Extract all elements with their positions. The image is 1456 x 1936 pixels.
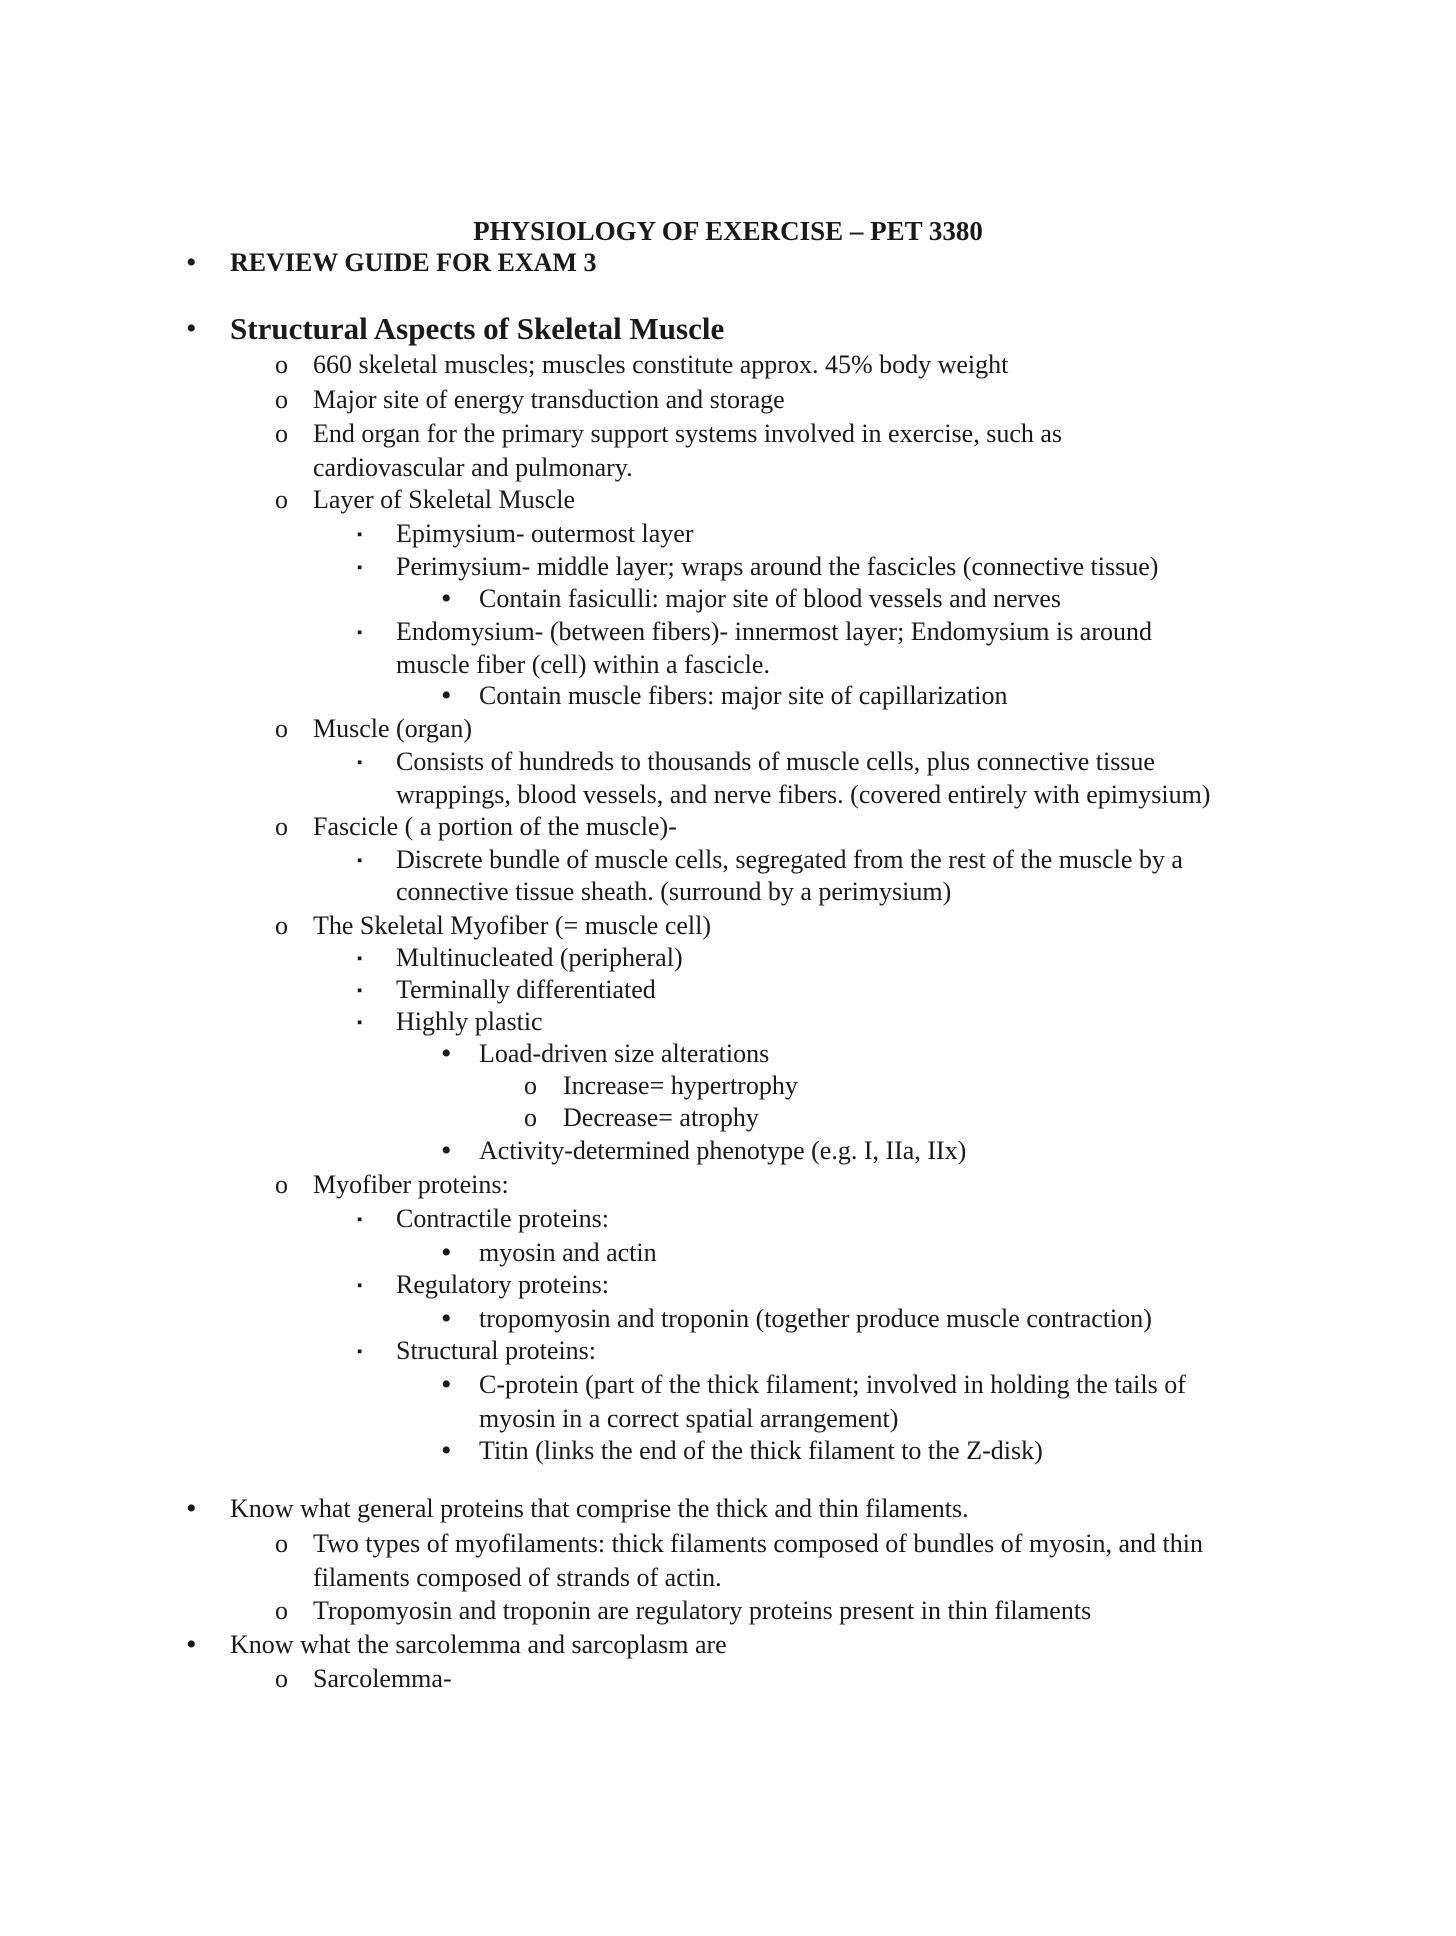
outline-item-text: Epimysium- outermost layer xyxy=(396,519,694,548)
outline-item-text: Major site of energy transduction and storage xyxy=(313,385,785,414)
outline-item-text: tropomyosin and troponin (together produce muscle contraction) xyxy=(479,1304,1152,1333)
outline-item-text: C-protein (part of the thick filament; involved in holding the tails of xyxy=(479,1370,1186,1399)
outline-item-text: Two types of myofilaments: thick filaments composed of bundles of myosin, and thin xyxy=(313,1529,1203,1558)
outline-item-text: Contractile proteins: xyxy=(396,1204,610,1233)
outline-item-text: Myofiber proteins: xyxy=(313,1170,509,1199)
outline-item-text: Consists of hundreds to thousands of muscle cells, plus connective tissue xyxy=(396,747,1155,776)
bullet-marker: o xyxy=(275,1529,288,1558)
bullet-marker: o xyxy=(275,812,288,841)
bullet-marker: o xyxy=(275,485,288,514)
outline-item-text: REVIEW GUIDE FOR EXAM 3 xyxy=(230,248,597,277)
outline-item-text: Perimysium- middle layer; wraps around the fascicles (connective tissue) xyxy=(396,552,1159,581)
outline-item-text: muscle fiber (cell) within a fascicle. xyxy=(396,650,770,679)
bullet-marker: • xyxy=(441,1236,452,1269)
outline-item-text: Highly plastic xyxy=(396,1007,543,1036)
bullet-marker: o xyxy=(275,419,288,448)
bullet-marker: • xyxy=(441,1134,452,1167)
outline-item-text: Decrease= atrophy xyxy=(563,1103,759,1132)
bullet-marker: • xyxy=(441,679,452,712)
bullet-marker: ▪ xyxy=(357,625,363,641)
bullet-marker: ▪ xyxy=(357,983,363,999)
outline-item-text: End organ for the primary support systems involved in exercise, such as xyxy=(313,419,1063,448)
outline-item-text: Structural proteins: xyxy=(396,1336,597,1365)
outline-item-text: Terminally differentiated xyxy=(396,975,656,1004)
outline-item-text: The Skeletal Myofiber (= muscle cell) xyxy=(313,911,712,940)
document-title: PHYSIOLOGY OF EXERCISE – PET 3380 xyxy=(473,216,983,246)
outline-item-text: Contain fasiculli: major site of blood vessels and nerves xyxy=(479,584,1061,613)
outline-item-text: Know what general proteins that comprise the thick and thin filaments. xyxy=(230,1494,969,1523)
bullet-marker: ▪ xyxy=(357,1278,363,1294)
outline-item-text: myosin and actin xyxy=(479,1238,657,1267)
bullet-marker: o xyxy=(275,1170,288,1199)
bullet-marker: o xyxy=(275,714,288,743)
outline-item-text: Contain muscle fibers: major site of capillarization xyxy=(479,681,1008,710)
outline-item-text: filaments composed of strands of actin. xyxy=(313,1563,722,1592)
outline-item-text: wrappings, blood vessels, and nerve fibers. (covered entirely with epimysium) xyxy=(396,780,1211,809)
bullet-marker: o xyxy=(275,911,288,940)
bullet-marker: • xyxy=(441,1302,452,1335)
bullet-marker: • xyxy=(441,1368,452,1401)
outline-item-text: Tropomyosin and troponin are regulatory proteins present in thin filaments xyxy=(313,1596,1092,1625)
bullet-marker: o xyxy=(275,350,288,379)
outline-item-text: myosin in a correct spatial arrangement) xyxy=(479,1404,899,1433)
section-heading: Structural Aspects of Skeletal Muscle xyxy=(230,311,725,346)
bullet-marker: o xyxy=(275,1664,288,1693)
bullet-marker: ▪ xyxy=(357,755,363,771)
outline-item-text: Endomysium- (between fibers)- innermost layer; Endomysium is around xyxy=(396,617,1153,646)
bullet-marker: o xyxy=(524,1071,537,1100)
bullet-marker: • xyxy=(186,1492,197,1525)
outline-item-text: Sarcolemma- xyxy=(313,1664,452,1693)
bullet-marker: ▪ xyxy=(357,527,363,543)
bullet-marker: • xyxy=(441,1434,452,1467)
bullet-marker: o xyxy=(524,1103,537,1132)
outline-item-text: Know what the sarcolemma and sarcoplasm are xyxy=(230,1630,727,1659)
bullet-marker: ▪ xyxy=(357,1344,363,1360)
bullet-marker: • xyxy=(186,312,197,345)
outline-item-text: Multinucleated (peripheral) xyxy=(396,943,683,972)
outline-item-text: Regulatory proteins: xyxy=(396,1270,610,1299)
bullet-marker: ▪ xyxy=(357,1212,363,1228)
outline-item-text: Muscle (organ) xyxy=(313,714,473,743)
bullet-marker: ▪ xyxy=(357,1015,363,1031)
bullet-marker: • xyxy=(441,1037,452,1070)
bullet-marker: ▪ xyxy=(357,853,363,869)
outline-item-text: connective tissue sheath. (surround by a perimysium) xyxy=(396,877,952,906)
outline-item-text: Layer of Skeletal Muscle xyxy=(313,485,576,514)
outline-item-text: Fascicle ( a portion of the muscle)- xyxy=(313,812,677,841)
bullet-marker: • xyxy=(186,1628,197,1661)
bullet-marker: ▪ xyxy=(357,560,363,576)
outline-item-text: cardiovascular and pulmonary. xyxy=(313,453,633,482)
outline-item-text: Discrete bundle of muscle cells, segregated from the rest of the muscle by a xyxy=(396,845,1183,874)
bullet-marker: o xyxy=(275,1596,288,1625)
outline-item-text: Titin (links the end of the thick filament to the Z-disk) xyxy=(479,1436,1043,1465)
outline-item-text: Activity-determined phenotype (e.g. I, IIa, IIx) xyxy=(479,1136,967,1165)
outline-item-text: Load-driven size alterations xyxy=(479,1039,770,1068)
bullet-marker: • xyxy=(186,246,197,279)
outline-item-text: 660 skeletal muscles; muscles constitute approx. 45% body weight xyxy=(313,350,1009,379)
bullet-marker: • xyxy=(441,582,452,615)
bullet-marker: o xyxy=(275,385,288,414)
outline-item-text: Increase= hypertrophy xyxy=(563,1071,798,1100)
bullet-marker: ▪ xyxy=(357,951,363,967)
